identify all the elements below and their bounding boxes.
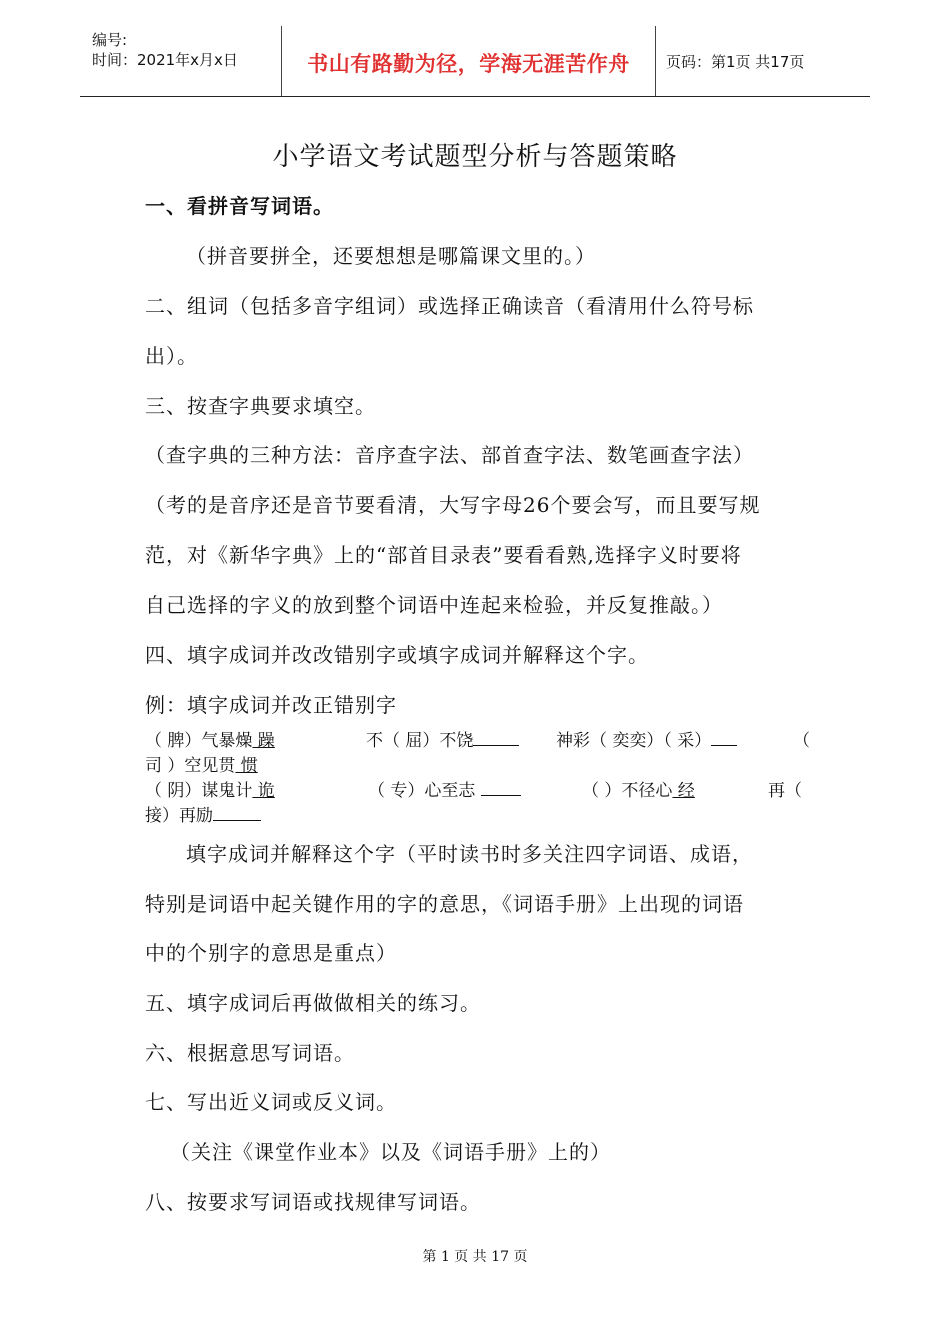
page-info: 页码：第1页 共17页 [666,53,805,71]
example-item-2-blank [473,730,519,746]
example-item-8 [145,801,261,826]
example-item-5 [145,776,275,801]
section-6-heading: 六、根据意思写词语。 [145,1041,355,1065]
example-item-5-text: （ 阴）谋鬼计 [145,781,253,801]
example-item-4-text: 司 ）空见贯 [145,756,236,776]
section-3-heading: 三、按查字典要求填空。 [145,394,376,418]
example-item-8-blank [213,805,261,821]
section-4-note-c: 中的个别字的意思是重点） [145,941,397,965]
section-3-note-2a: （考的是音序还是音节要看清，大写字母26个要会写，而且要写规 [145,493,761,517]
example-item-6 [368,776,521,801]
example-item-7-answer: 经 [672,781,695,801]
example-item-8-text: 接）再励 [145,806,213,826]
section-4-heading: 四、填字成词并改改错别字或填字成词并解释这个字。 [145,643,649,667]
example-item-7-text: （ ）不径心 [582,781,673,801]
section-3-note-2b: 范，对《新华字典》上的“部首目录表”要看看熟,选择字义时要将 [145,543,742,567]
page-footer: 第 1 页 共 17 页 [422,1249,528,1265]
section-3-note-1: （查字典的三种方法：音序查字法、部首查字法、数笔画查字法） [145,443,754,467]
section-5-heading: 五、填字成词后再做做相关的练习。 [145,991,481,1015]
example-item-6-blank [481,780,521,796]
section-3-note-2c: 自己选择的字义的放到整个词语中连起来检验，并反复推敲。） [145,593,723,617]
section-2-line-1: 二、组词（包括多音字组词）或选择正确读音（看清用什么符号标 [145,294,754,318]
section-4-note-a: 填字成词并解释这个字（平时读书时多关注四字词语、成语， [186,842,753,866]
example-item-5-answer: 诡 [252,781,275,801]
header-page-cell [656,26,870,96]
example-item-3-blank [711,730,737,746]
example-item-4-lead: （ [793,731,810,751]
example-item-2-text: 不（ 屈）不饶 [366,731,474,751]
example-item-8-lead: 再（ [768,781,802,801]
motto-text: 书山有路勤为径，学海无涯苦作舟 [307,52,630,76]
section-4-note-b: 特别是词语中起关键作用的字的意思，《词语手册》上出现的词语 [145,892,744,916]
section-7-note: （关注《课堂作业本》以及《词语手册》上的） [170,1140,611,1164]
example-item-4-answer: 惯 [235,756,258,776]
serial-label: 编号: [92,31,128,49]
example-item-1-text: （ 脾）气暴燥 [145,731,253,751]
section-4-example-label: 例：填字成词并改正错别字 [145,693,397,717]
example-item-3-text: 神彩（ 奕奕）（ 采） [556,731,712,751]
date-label: 时间：2021年x月x日 [92,51,238,69]
document-title: 小学语文考试题型分析与答题策略 [272,142,678,172]
header-meta-cell [80,26,282,96]
example-item-1-answer: 躁 [252,731,275,751]
example-item-7 [582,776,695,801]
example-item-4 [145,751,258,776]
page-header [80,26,870,97]
section-8-heading: 八、按要求写词语或找规律写词语。 [145,1190,481,1214]
header-motto-cell [282,26,656,96]
section-1-note: （拼音要拼全，还要想想是哪篇课文里的。） [186,244,596,268]
example-item-2 [366,726,519,751]
section-1-heading: 一、看拼音写词语。 [145,194,334,218]
example-item-3 [556,726,737,751]
example-item-1 [145,726,275,751]
example-item-6-text: （ 专）心至志 [368,781,476,801]
section-7-heading: 七、写出近义词或反义词。 [145,1090,397,1114]
section-2-line-2: 出）。 [145,344,198,368]
